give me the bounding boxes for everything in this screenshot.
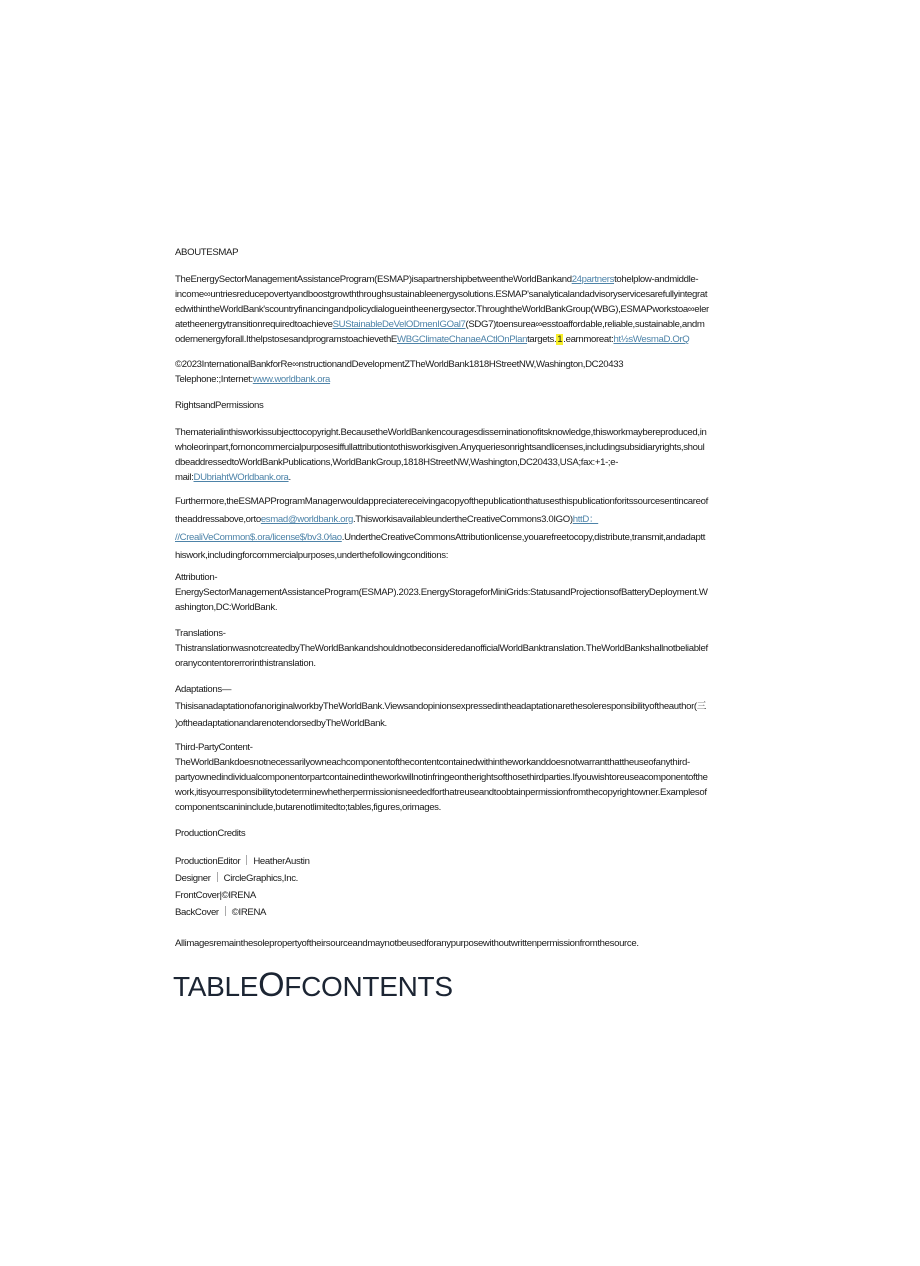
about-line-1 [175,272,766,287]
about-text: TheEnergySectorManagementAssistanceProgram(ESMAP)isapartnershipbetweentheWorldBankand [175,274,572,285]
copyright-line: ©2023InternationalBankforRe∞nstructionandDevelopmentZTheWorldBank1818HStreetNW,Washington,DC20433 [175,359,624,370]
rights-p2-line-2 [175,511,766,529]
third-party-heading: Third-PartyContent- [175,742,253,753]
third-party-line-5: componentscanininclude,butarenotlimitedto;tables,figures,orimages. [175,802,441,813]
about-text: (SDG7)toensurea∞esstoaffordable,reliable,sustainable,andm [465,319,705,330]
about-heading: ABOUTESMAP [175,247,239,258]
climate-plan-link[interactable]: WBGClimateChanaeACtlOnPlan [396,334,528,345]
rights-line-1: Thematerialinthisworkissubjecttocopyright.BecausetheWorldBankencouragesdisseminationofitsknowledge,thisworkmaybereproduced,in [175,427,707,438]
about-line-5 [175,332,766,347]
rights-p2-line-1: Furthermore,theESMAPProgramManagerwouldappreciatereceivingacopyofthepublicationthatusesthispublicationforitssourcesentincareof [175,496,708,507]
copyright-block [175,357,766,387]
rights-p2-line-4: hiswork,includingforcommercialpurposes,underthefollowingconditions: [175,550,449,561]
third-party-line-2: TheWorldBankdoesnotnecessarilyowneachcomponentofthecontentcontainedwithintheworkanddoesnotwarrantthattheuseofanythird- [175,757,690,768]
rights-text: .ThisworkisavailableundertheCreativeCommons3.0IGO) [352,514,573,525]
toc-heading-part: O [258,966,285,1004]
contact-line [175,372,766,387]
rights-heading-block [175,398,766,413]
esmap-email-link[interactable]: esmad@worldbank.org [260,514,353,525]
about-text: atetheenergytransitionrequiredtoachieve [175,319,333,330]
adaptations-line-3: )oftheadaptationandarenotendorsedbyTheWorldBank. [175,718,387,729]
rights-line-4 [175,470,766,485]
rights-paragraph-1 [175,425,766,485]
separator-bar [246,855,247,865]
translations-line-3: oranycontentorerrorinthistranslation. [175,658,316,669]
about-heading-block [175,245,766,260]
credit-row-designer [175,870,766,887]
credit-row-editor [175,853,766,870]
separator-bar [217,872,218,882]
about-line-3: edwithintheWorldBank'scountryfinancingandpolicydialogueintheenergysector.ThroughtheWorldBankGroup(WBG),ESMAPworkstoa∞eler [175,304,709,315]
cc-license-link[interactable]: //CrealiVeCommon$.ora/license$/bv3.0∕iao [175,532,342,543]
rights-text: .UndertheCreativeCommonsAttributionlicense,youarefreetocopy,distribute,transmit,andadaptt [341,532,706,543]
credit-label: Designer [175,873,211,884]
rights-paragraph-2 [175,493,766,565]
adaptations-heading: Adaptations— [175,684,232,695]
credit-row-front-cover: FrontCover|©IRENA [175,890,256,901]
adaptations-line-2: ThisisanadaptationofanoriginalworkbyTheWorldBank.Viewsandopinionsexpressedintheadaptationarethesoleresponsibilityoftheauthor(三 [175,701,706,712]
esmap-website-link[interactable]: ht½sWesmaD.OrQ [613,334,690,345]
rights-text: theaddressabove,orto [175,514,261,525]
third-party-block [175,740,766,815]
partners-link[interactable]: 24partners [571,274,615,285]
credit-label: BackCover [175,907,219,918]
translations-line-2: ThistranslationwasnotcreatedbyTheWorldBankandshouldnotbeconsideredanofficialWorldBanktranslation.TheWorldBankshallnotbeliablef [175,643,708,654]
about-text: odernenergyforall.IthelpstosesandprogramstoachievethE [175,334,397,345]
about-line-4 [175,317,766,332]
rights-line-2: wholeorinpart,fornoncommercialpurposesiffullattributiontothisworkisgiven.Anyqueriesonrightsandlicenses,includingsubsidiaryrights,shoul [175,442,705,453]
separator-bar [225,906,226,916]
attribution-block [175,570,766,615]
credit-value: CircleGraphics,Inc. [223,873,298,884]
attribution-line-3: ashington,DC:WorldBank. [175,602,278,613]
third-party-line-3: party​ownedindividualcomponentorpartcontainedintheworkwillnotinfringeontherightsofthosethirdparties.Ifyouwishtoreuseacomponentofthe [175,772,708,783]
cc-license-link-start[interactable]: httD： [572,514,599,525]
highlighted-marker: 1 [557,334,563,345]
rights-p2-line-3 [175,529,766,547]
credit-row-back-cover [175,904,766,921]
images-notice: Allimagesremainthesolepropertyoftheirsourceandmaynotbeusedforanypurposewithoutwrittenpermissionfromthesource. [175,938,639,949]
translations-block [175,626,766,671]
credits-heading: ProductionCredits [175,828,246,839]
sdg7-link[interactable]: SUStainableDeVelODmenIGOal7 [332,319,466,330]
attribution-heading: Attribution- [175,572,218,583]
rights-text: mail: [175,472,194,483]
rights-heading: RightsandPermissions [175,400,264,411]
toc-heading-part: FCONTENTS [284,971,453,1002]
worldbank-website-link[interactable]: www.worldbank.ora [252,374,331,385]
about-text: tohelplow-andmiddle- [614,274,699,285]
rights-line-3: dbeaddressedtoWorldBankPublications,WorldBankGroup,1818HStreetNW,Washington,DC20433,USA;fax:+1-;e- [175,457,619,468]
rights-text: . [288,472,291,483]
contact-text: Telephone:;Internet: [175,374,253,385]
third-party-line-4: work,itisyourresponsibilitytodeterminewhetherpermissionisneededforthatreuseandtoobtainpermissionfromthecopyrightowner.Examplesof [175,787,707,798]
credit-value: ©IRENA [231,907,267,918]
toc-heading-part: TABLE [173,971,259,1002]
about-line-2: income∞untriesreducepovertyandboostgrowththroughsustainableenergysolutions.ESMAP'sanalyticalandadvisoryservicesarefullyintegrat [175,289,708,300]
table-of-contents-heading [173,966,453,1005]
translations-heading: Translations- [175,628,226,639]
pubrights-email-link[interactable]: DUbriahtWOrldbank.ora [193,472,289,483]
about-text: .earnmoreat: [563,334,614,345]
credit-label: ProductionEditor [175,856,241,867]
credits-heading-block [175,826,766,841]
attribution-line-2: EnergySectorManagementAssistanceProgram(ESMAP).2023.EnergyStorageforMiniGrids:StatusandProjectionsofBatteryDeployment.W [175,587,708,598]
about-text: targets. [527,334,557,345]
adaptations-block [175,681,766,732]
credit-value: HeatherAustin [253,856,310,867]
images-notice-block [175,936,766,951]
credits-list [175,853,766,921]
about-paragraph [175,272,766,347]
